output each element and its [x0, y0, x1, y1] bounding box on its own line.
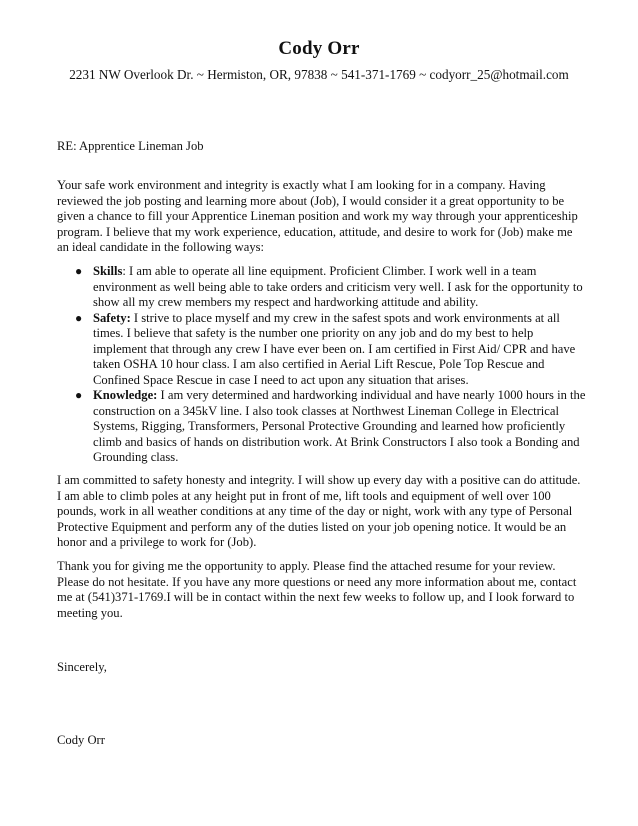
list-item	[57, 311, 587, 389]
bullet-label: Skills	[93, 264, 123, 278]
commitment-paragraph: I am committed to safety honesty and integrity. I will show up every day with a positive can do attitude. I am able to climb poles at any height put in front of me, lift tools and equipment of well over 100 pounds, work in all weather conditions at any time of the day or night, work with any type of Personal Protective Equipment and perform any of the duties listed on your job opening notice. It would be an honor and a privilege to work for (Job).	[57, 473, 581, 549]
bullet-icon: ●	[75, 388, 83, 402]
closing: Sincerely,	[57, 660, 107, 674]
thanks-paragraph: Thank you for giving me the opportunity to apply. Please find the attached resume for your review. Please do not hesitate. If you have any more questions or need any more information about me, contact me at (541)371-1769.I will be in contact within the next few weeks to follow up, and I look forward to meeting you.	[57, 559, 577, 620]
subject-line: RE: Apprentice Lineman Job	[57, 139, 204, 153]
list-item	[57, 264, 587, 311]
sender-name: Cody Orr	[278, 38, 360, 59]
bullet-text: I strive to place myself and my crew in the safest spots and work environments at all times. I believe that safety is the number one priority on any job and do my best to help implement that through any crew I have ever been on. I am certified in First Aid/ CPR and have taken OSHA 10 hour class. I am also certified in Aerial Lift Rescue, Pole Top Rescue and Confined Space Rescue in case I need to act upon any situation that arises.	[93, 310, 576, 387]
intro-paragraph: Your safe work environment and integrity is exactly what I am looking for in a company. Having reviewed the job posting and learning more about (Job), I would consider it a great opportunity to be given a chance to fill your Apprentice Lineman position and work my way through your apprenticeship program. I believe that my work experience, education, attitude, and desire to work for (Job) make me an ideal candidate in the following ways:	[57, 178, 578, 254]
bullet-icon: ●	[75, 264, 83, 278]
bullet-label: Knowledge:	[93, 388, 158, 402]
bullet-label: Safety:	[93, 310, 131, 325]
list-item	[57, 388, 587, 466]
bullet-icon: ●	[75, 310, 83, 325]
bullet-text: I am very determined and hardworking individual and have nearly 1000 hours in the construction on a 345kV line. I also took classes at Northwest Lineman College in Electrical Systems, Rigging, Transformers, Personal Protective Grounding and learned how proficiently climb and basics of hands on distribution work. At Brink Constructors I also took a Bonding and Grounding class.	[93, 388, 586, 464]
signature-name: Cody Orr	[57, 733, 105, 747]
qualifications-list	[57, 264, 587, 466]
bullet-text: : I am able to operate all line equipment. Proficient Climber. I work well in a team environment as well being able to take orders and criticism very well. I ask for the opportunity to show all my crew members my respect and hardworking attitude and ability.	[93, 264, 583, 309]
sender-contact-line: 2231 NW Overlook Dr. ~ Hermiston, OR, 97838 ~ 541-371-1769 ~ codyorr_25@hotmail.com	[69, 67, 569, 82]
